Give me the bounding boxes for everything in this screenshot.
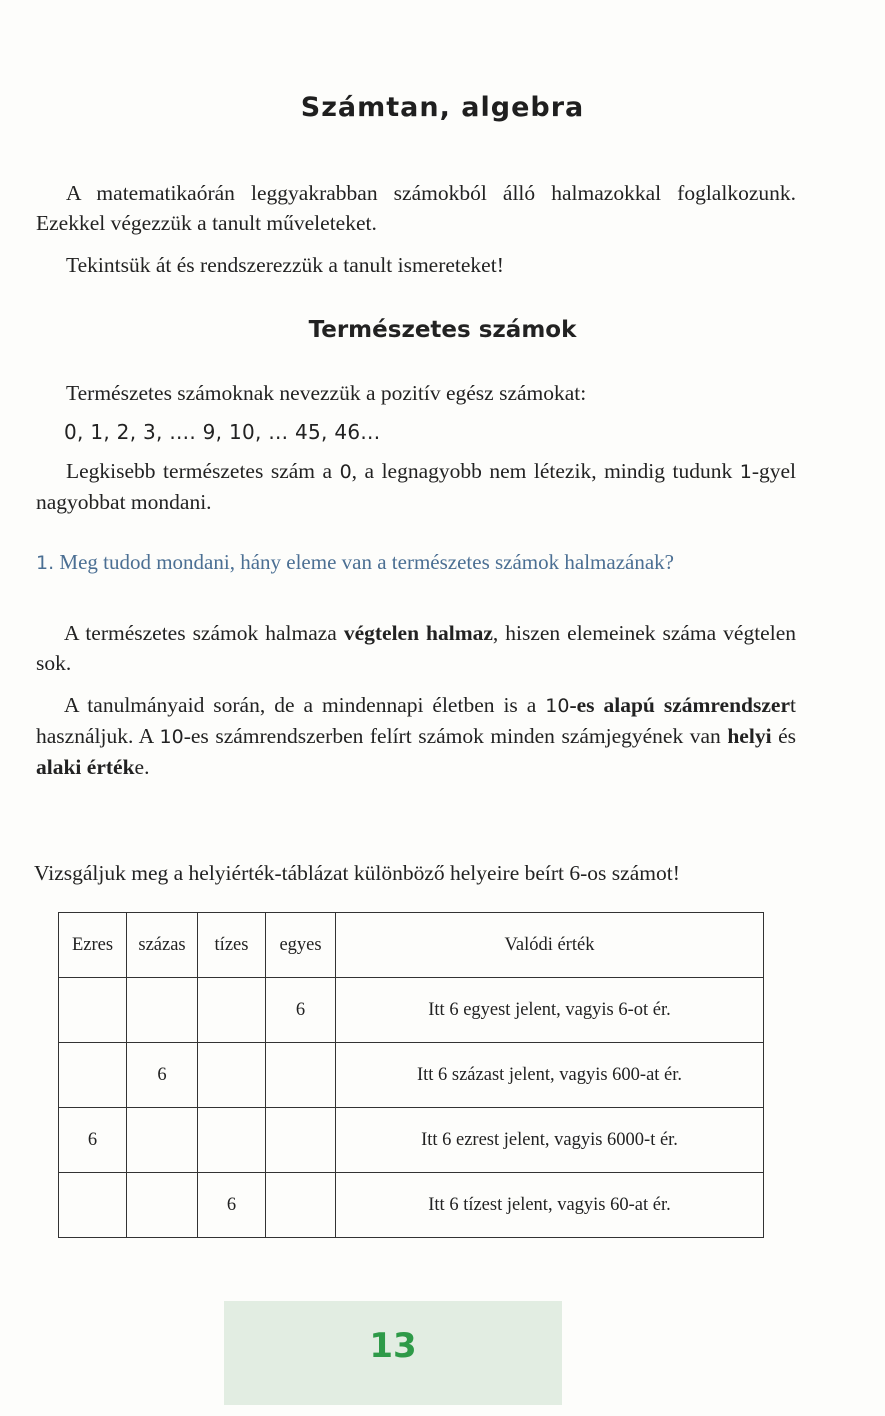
section-title: Természetes számok [308, 317, 577, 343]
infinite-set-paragraph [36, 618, 796, 678]
header-ones: egyes [266, 913, 336, 978]
table-cell [59, 1173, 127, 1238]
header-tens: tízes [198, 913, 266, 978]
table-cell: Itt 6 ezrest jelent, vagyis 6000-t ér. [336, 1108, 764, 1173]
intro-paragraph-2: Tekintsük át és rendszerezzük a tanult ismereteket! [66, 253, 504, 277]
table-row [59, 1108, 764, 1173]
number-list: 0, 1, 2, 3, .... 9, 10, ... 45, 46... [64, 420, 381, 444]
infinite-text-2: , hiszen elemeinek száma végtelen sok. [36, 621, 796, 675]
header-thousands: Ezres [59, 913, 127, 978]
ten-digit-1: 10 [545, 695, 570, 717]
smallest-text-3: -gyel nagyobbat mondani. [36, 459, 796, 514]
base10-text-1: A tanulmányaid során, de a mindennapi életben is a [64, 693, 546, 717]
base10-text-5: e. [134, 755, 150, 779]
base10-text-4: és [771, 724, 796, 748]
table-cell [266, 1043, 336, 1108]
table-cell [198, 978, 266, 1043]
table-cell [59, 978, 127, 1043]
table-cell [127, 1173, 198, 1238]
page-number: 13 [369, 1326, 417, 1366]
smallest-number-paragraph [36, 456, 796, 517]
table-cell [127, 1108, 198, 1173]
infinite-set-term: végtelen halmaz [343, 621, 493, 645]
header-hundreds: százas [127, 913, 198, 978]
header-real-value: Valódi érték [336, 913, 764, 978]
base10-text-3: -es számrendszerben felírt számok minden számjegyének van [183, 724, 728, 748]
table-cell: 6 [59, 1108, 127, 1173]
table-cell: 6 [198, 1173, 266, 1238]
table-cell [127, 978, 198, 1043]
table-header-row [59, 913, 764, 978]
infinite-text-1: A természetes számok halmaza [64, 621, 344, 645]
question-number: 1. [36, 552, 55, 574]
question-text: Meg tudod mondani, hány eleme van a természetes számok halmazának? [59, 550, 674, 574]
face-value-term: alaki érték [36, 755, 135, 779]
table-cell [266, 1108, 336, 1173]
one-digit: 1 [739, 461, 752, 483]
base10-term: -es alapú számrendszer [569, 693, 791, 717]
base10-paragraph [36, 690, 796, 782]
table-cell [198, 1108, 266, 1173]
table-cell: 6 [266, 978, 336, 1043]
table-cell: 6 [127, 1043, 198, 1108]
page-title: Számtan, algebra [300, 92, 585, 123]
ten-digit-2: 10 [159, 726, 184, 748]
table-cell: Itt 6 tízest jelent, vagyis 60-at ér. [336, 1173, 764, 1238]
table-row [59, 1043, 764, 1108]
table-cell [59, 1043, 127, 1108]
table-cell: Itt 6 százast jelent, vagyis 600-at ér. [336, 1043, 764, 1108]
smallest-text-1: Legkisebb természetes szám a [66, 459, 340, 483]
place-value-term: helyi [727, 724, 772, 748]
question-1 [36, 550, 674, 575]
definition-text: Természetes számoknak nevezzük a pozitív egész számokat: [66, 381, 587, 405]
table-row [59, 1173, 764, 1238]
place-value-table [58, 912, 764, 1238]
table-cell: Itt 6 egyest jelent, vagyis 6-ot ér. [336, 978, 764, 1043]
smallest-text-2: , a legnagyobb nem létezik, mindig tudunk [351, 459, 740, 483]
intro-paragraph-1: A matematikaórán leggyakrabban számokból álló halmazokkal foglalkozunk. Ezekkel végezzük a tanult műveleteket. [36, 181, 796, 235]
base10-text-2: t használjuk. A [36, 693, 796, 748]
table-intro: Vizsgáljuk meg a helyiérték-táblázat különböző helyeire beírt 6-os számot! [34, 861, 680, 885]
table-cell [198, 1043, 266, 1108]
zero-digit: 0 [339, 461, 352, 483]
table-cell [266, 1173, 336, 1238]
table-row [59, 978, 764, 1043]
